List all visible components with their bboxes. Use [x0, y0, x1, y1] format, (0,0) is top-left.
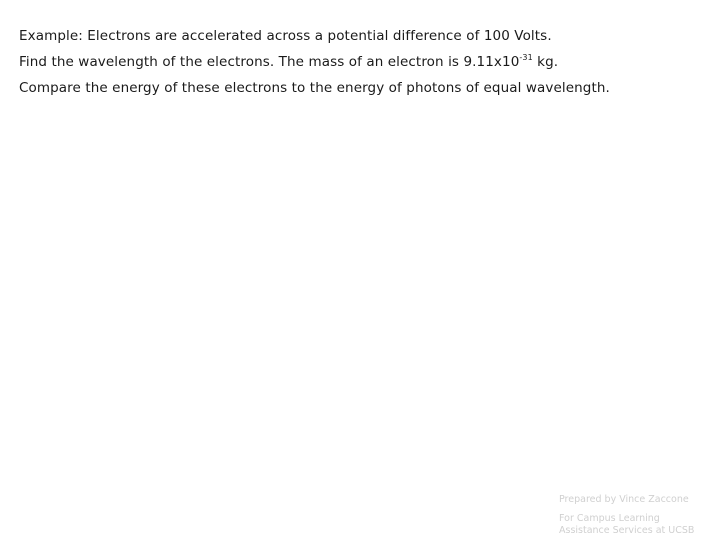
problem-line-2-text: Find the wavelength of the electrons. The mass of an electron is 9.11x10 — [19, 54, 520, 70]
problem-line-2 — [19, 54, 558, 70]
footer-for-line-1: For Campus Learning — [559, 513, 660, 524]
problem-line-3: Compare the energy of these electrons to the energy of photons of equal wavelength. — [19, 80, 610, 96]
footer-prepared-by: Prepared by Vince Zaccone — [559, 494, 689, 505]
exponent: -31 — [519, 53, 533, 62]
problem-line-1: Example: Electrons are accelerated across a potential difference of 100 Volts. — [19, 28, 552, 44]
problem-line-2-unit: kg. — [532, 54, 559, 70]
footer-for-line-2: Assistance Services at UCSB — [559, 525, 695, 536]
